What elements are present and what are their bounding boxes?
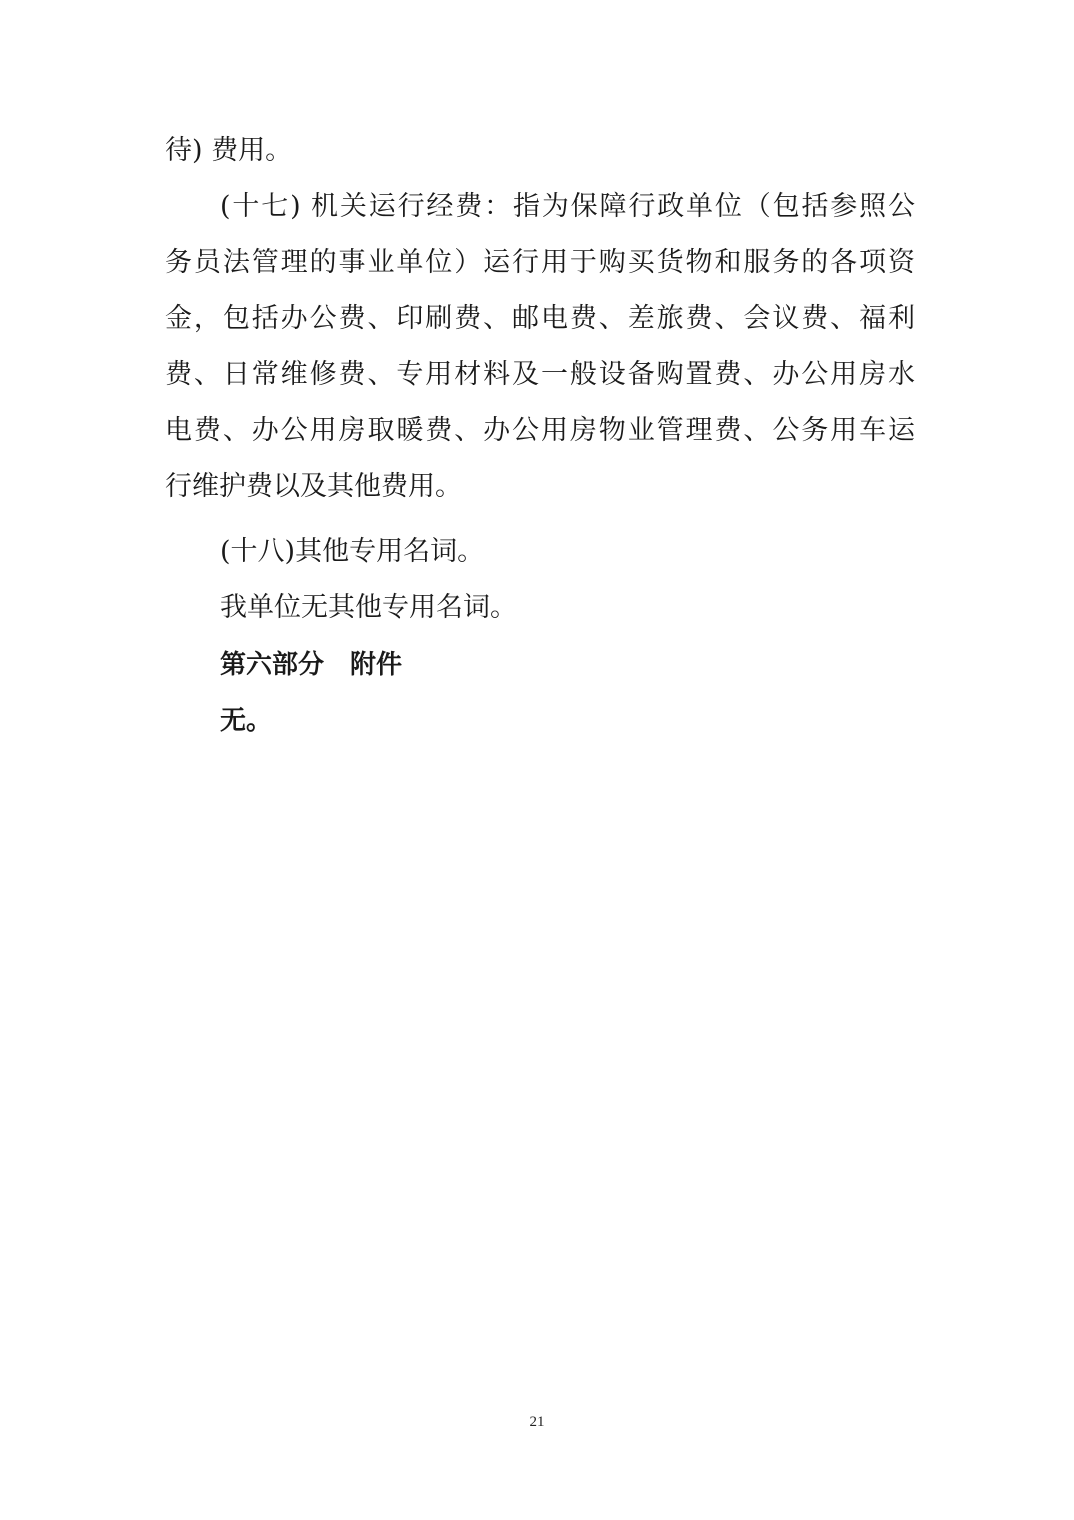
paragraph-17-line-2: 务员法管理的事业单位）运行用于购买货物和服务的各项资 bbox=[165, 247, 915, 278]
paragraph-17-line-6: 行维护费以及其他费用。 bbox=[165, 471, 462, 502]
paragraph-continuation-line: 待) 费用。 bbox=[165, 135, 293, 166]
paragraph-18-body: 我单位无其他专用名词。 bbox=[220, 592, 517, 623]
paragraph-18-title: (十八)其他专用名词。 bbox=[220, 536, 485, 567]
paragraph-17-line-5: 电费、办公用房取暖费、办公用房物业管理费、公务用车运 bbox=[165, 415, 915, 446]
paragraph-17-line-3: 金，包括办公费、印刷费、邮电费、差旅费、会议费、福利 bbox=[165, 303, 915, 334]
section-body: 无。 bbox=[220, 706, 273, 736]
page-number: 21 bbox=[529, 1414, 545, 1430]
paragraph-17-line-1: (十七) 机关运行经费：指为保障行政单位（包括参照公 bbox=[220, 191, 915, 222]
section-heading: 第六部分 附件 bbox=[220, 650, 403, 680]
paragraph-17-line-4: 费、日常维修费、专用材料及一般设备购置费、办公用房水 bbox=[165, 359, 915, 390]
